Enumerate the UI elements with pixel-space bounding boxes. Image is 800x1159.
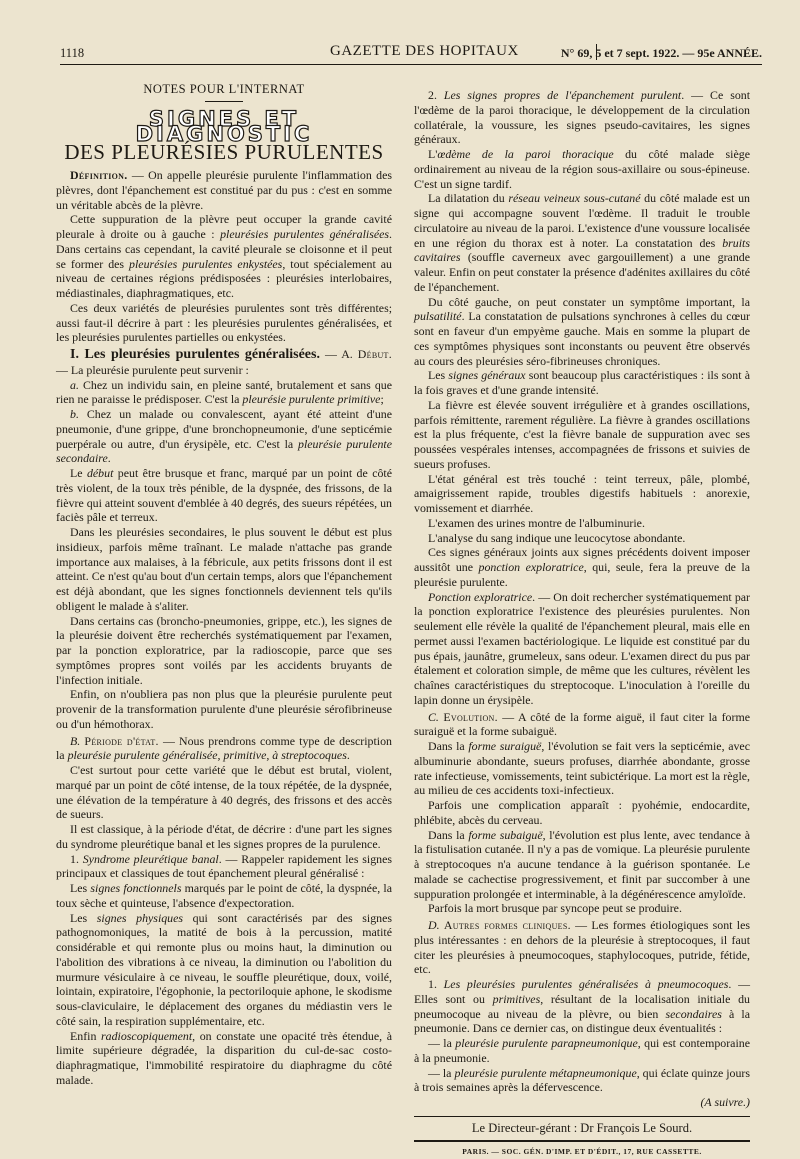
section-heading-1: I. Les pleurésies purulentes généralisées. — A. Début. — La pleurésie purulente peut survenir :	[56, 347, 392, 378]
paragraph-definition: Définition. — On appelle pleurésie purulente l'inflammation des plèvres, dont l'épanchement est constitué par du pus : c'est en somme un véritable abcès de la plèvre.	[56, 168, 392, 212]
imprint-line: PARIS. — SOC. GÉN. D'IMP. ET D'ÉDIT., 17, RUE CASSETTE.	[414, 1145, 750, 1159]
paragraph: Les signes fonctionnels marqués par le point de côté, la dyspnée, la toux sèche et quinteuse, l'absence d'expectoration.	[56, 881, 392, 911]
paragraph: Parfois une complication apparaît : pyohémie, endocardite, phlébite, abcès du cerveau.	[414, 798, 750, 828]
paragraph: Parfois la mort brusque par syncope peut se produire.	[414, 901, 750, 916]
paragraph: 2. Les signes propres de l'épanchement purulent. — Ce sont l'œdème de la paroi thoracique, le développement de la circulation collatérale, la voussure, les signes pseudo-cavitaires, les signes généraux.	[414, 88, 750, 147]
paragraph: Ces deux variétés de pleurésies purulentes sont très différentes; aussi faut-il décrire à part : les pleurésies purulentes généralisées, et les pleurésies purulentes partielles ou enkystées.	[56, 301, 392, 345]
paragraph: Enfin, on n'oubliera pas non plus que la pleurésie purulente peut provenir de la transformation purulente d'une pleurésie sérofibrineuse ou d'un hémothorax.	[56, 687, 392, 731]
paragraph: Du côté gauche, on peut constater un symptôme important, la pulsatilité. La constatation de pulsations synchrones à celles du cœur sont en faveur d'un empyème gauche. Mais en somme la plupart de ces symptômes physiques sont inconstants ou peuvent être observés au cours des pleurésies séro-fibrineuses chroniques.	[414, 295, 750, 369]
issue-info: N° 69, 5 et 7 sept. 1922. — 95e ANNÉE.	[561, 46, 762, 61]
header-rule	[60, 64, 762, 65]
paragraph: a. Chez un individu sain, en pleine santé, brutalement et sans que rien ne paraisse le prédisposer. C'est la pleurésie purulente primitive;	[56, 378, 392, 408]
paragraph: L'œdème de la paroi thoracique du côté malade siège ordinairement au niveau de la région sous-axillaire ou sous-épineuse. C'est un signe tardif.	[414, 147, 750, 191]
paragraph: Les signes généraux sont beaucoup plus caractéristiques : ils sont à la fois graves et d'une grande intensité.	[414, 368, 750, 398]
right-column	[414, 88, 750, 1159]
paragraph: L'état général est très touché : teint terreux, pâle, plombé, amaigrissement rapide, troubles digestifs habituels : anorexie, vomissement et diarrhée.	[414, 472, 750, 516]
journal-title: GAZETTE DES HOPITAUX	[330, 43, 519, 60]
paragraph: La fièvre est élevée souvent irrégulière et à grandes oscillations, parfois rémittente, rarement régulière. La fièvre à grandes oscillations est la plus fréquente, c'est la fièvre banale de suppuration avec ses poussées vespérales intenses, accompagnées de frissons et suivies de sueurs profuses.	[414, 398, 750, 472]
paragraph: — la pleurésie purulente métapneumonique, qui éclate quinze jours à trois semaines après la défervescence.	[414, 1066, 750, 1096]
paragraph: Dans la forme subaiguë, l'évolution est plus lente, avec tendance à la fistulisation cutanée. Il n'y a pas de vomique. La pleurésie purulente à streptocoques n'a aucune tendance à la guérison spontanée. Le malade se cachectise progressivement, et finit par succomber à une suppuration prolongée et interminable, à la dégénérescence amyloïde.	[414, 828, 750, 902]
title-rule	[205, 101, 243, 102]
paragraph: C. Evolution. — A côté de la forme aiguë, il faut citer la forme suraiguë et la forme subaiguë.	[414, 710, 750, 740]
footer-rule-top	[414, 1116, 750, 1117]
paragraph: Ces signes généraux joints aux signes précédents doivent imposer aussitôt une ponction exploratrice, qui, seule, fera la preuve de la pleurésie purulente.	[414, 545, 750, 589]
paragraph: L'analyse du sang indique une leucocytose abondante.	[414, 531, 750, 546]
page-number: 1118	[60, 46, 84, 61]
paragraph: C'est surtout pour cette variété que le début est brutal, violent, marqué par un point de côté intense, de la toux répétée, de la dyspnée, une élévation de la température à 40 degrés, des frissons et des accès de sueurs.	[56, 763, 392, 822]
paragraph: Cette suppuration de la plèvre peut occuper la grande cavité pleurale à droite ou à gauche : pleurésies purulentes généralisées. Dans certains cas cependant, la cavité pleurale se cloisonne et il peut se former des pleurésies purulentes enkystées, tout spécialement au niveau de certaines régions prédisposées : pleurésies interlobaires, médiastinales, diaphragmatiques, etc.	[56, 212, 392, 301]
paragraph: La dilatation du réseau veineux sous-cutané du côté malade est un signe qui accompagne souvent l'œdème. Il traduit le trouble circulatoire au niveau de la paroi. L'existence d'une voussure localisée en une région du thorax est à noter. La constatation des bruits cavitaires (souffle caverneux avec gargouillement) a une grande valeur. Enfin on peut constater la présence d'adénites axillaires du côté de l'épanchement.	[414, 191, 750, 294]
paragraph: — la pleurésie purulente parapneumonique, qui est contemporaine à la pneumonie.	[414, 1036, 750, 1066]
director-line: Le Directeur-gérant : Dr François Le Sourd.	[414, 1121, 750, 1136]
paragraph: 1. Les pleurésies purulentes généralisées à pneumocoques. — Elles sont ou primitives, résultant de la localisation initiale du pneumocoque au niveau de la plèvre, ou bien secondaires à la pneumonie. Dans ce dernier cas, on distingue deux éventualités :	[414, 977, 750, 1036]
left-column	[56, 82, 392, 1088]
paragraph: L'examen des urines montre de l'albuminurie.	[414, 516, 750, 531]
paragraph: Dans la forme suraiguë, l'évolution se fait vers la septicémie, avec albuminurie abondante, sueurs profuses, diarrhée abondante, grosse rate infectieuse, vomissements, teint subictérique. La mort est la règle, au milieu de ces accidents toxi-infectieux.	[414, 739, 750, 798]
paragraph: Dans les pleurésies secondaires, le plus souvent le début est plus insidieux, parfois même traînant. Le malade n'attache pas grande importance aux malaises, à la fébricule, aux petits frissons dont il est atteint. Ce n'est qu'au bout d'un certain temps, alors que l'épanchement est déjà abondant, que les signes fonctionnels deviennent tels qu'ils obligent le malade à s'aliter.	[56, 525, 392, 614]
paragraph: Enfin radioscopiquement, on constate une opacité très étendue, à limite supérieure dégradée, la disparition du cul-de-sac costo-diaphragmatique, l'immobilité respiratoire du diaphragme du côté malade.	[56, 1029, 392, 1088]
paragraph: 1. Syndrome pleurétique banal. — Rappeler rapidement les signes principaux et classiques de tout épanchement pleural généralisé :	[56, 852, 392, 882]
article-title: SIGNES ET DIAGNOSTIC	[56, 112, 392, 142]
footer-rule	[414, 1140, 750, 1142]
section-heading: NOTES POUR L'INTERNAT	[56, 82, 392, 97]
paragraph: B. Période d'état. — Nous prendrons comme type de description la pleurésie purulente généralisée, primitive, à streptocoques.	[56, 734, 392, 764]
paragraph: b. Chez un malade ou convalescent, ayant été atteint d'une pneumonie, d'une grippe, d'une bronchopneumonie, d'une septicémie puerpérale ou autre, d'un érysipèle, etc. C'est la pleurésie purulente secondaire.	[56, 407, 392, 466]
paragraph: Le début peut être brusque et franc, marqué par un point de côté très violent, de la toux très pénible, de la dyspnée, des frissons, de la fièvre qui atteint souvent d'emblée à 40 degrés, des sueurs répétées, un faciès pâle et terreux.	[56, 466, 392, 525]
paragraph: Ponction exploratrice. — On doit rechercher systématiquement par la ponction exploratrice l'existence des pleurésies purulentes. Non seulement elle révèle la qualité de l'épanchement pleural, mais elle en permet aussi l'examen bactériologique. Le liquide est constitué par du pus épais, jaunâtre, grumeleux, sans odeur. L'examen direct du pus par étalement et coloration simple, de même que les cultures, révèlent les chaînes caractéristiques du streptocoque. L'inoculation à l'oreille du lapin donne un érysipèle.	[414, 590, 750, 708]
page-header	[60, 38, 762, 68]
paragraph: Dans certains cas (broncho-pneumonies, grippe, etc.), les signes de la pleurésie doivent être recherchés systématiquement par l'examen, par la ponction exploratrice, par la radioscopie, parce que ses symptômes propres sont voilés par les accidents bruyants de l'infection initiale.	[56, 614, 392, 688]
to-be-continued: (A suivre.)	[414, 1095, 750, 1110]
paragraph: Il est classique, à la période d'état, de décrire : d'une part les signes du syndrome pleurétique banal et les signes propres de la purulence.	[56, 822, 392, 852]
article-subtitle: DES PLEURÉSIES PURULENTES	[56, 145, 392, 160]
paragraph: D. Autres formes cliniques. — Les formes étiologiques sont les plus intéressantes : en dehors de la pleurésie à streptocoques, il faut citer les pleurésies à pneumocoques, staphylocoques, putride, fétide, etc.	[414, 918, 750, 977]
paragraph: Les signes physiques qui sont caractérisés par des signes pathognomoniques, la matité de bois à la percussion, matité considérable et qui remonte plus ou moins haut, la diminution ou l'abolition des vibrations à ce niveau, la diminution ou l'abolition du murmure vésiculaire à ce niveau, le souffle pleurétique, doux, voilé, lointain, expiratoire, l'égophonie, la pectoriloquie aphone, le skodisme sous-claviculaire, le déplacement des organes du médiastin vers le côté sain, la respiration supplémentaire, etc.	[56, 911, 392, 1029]
